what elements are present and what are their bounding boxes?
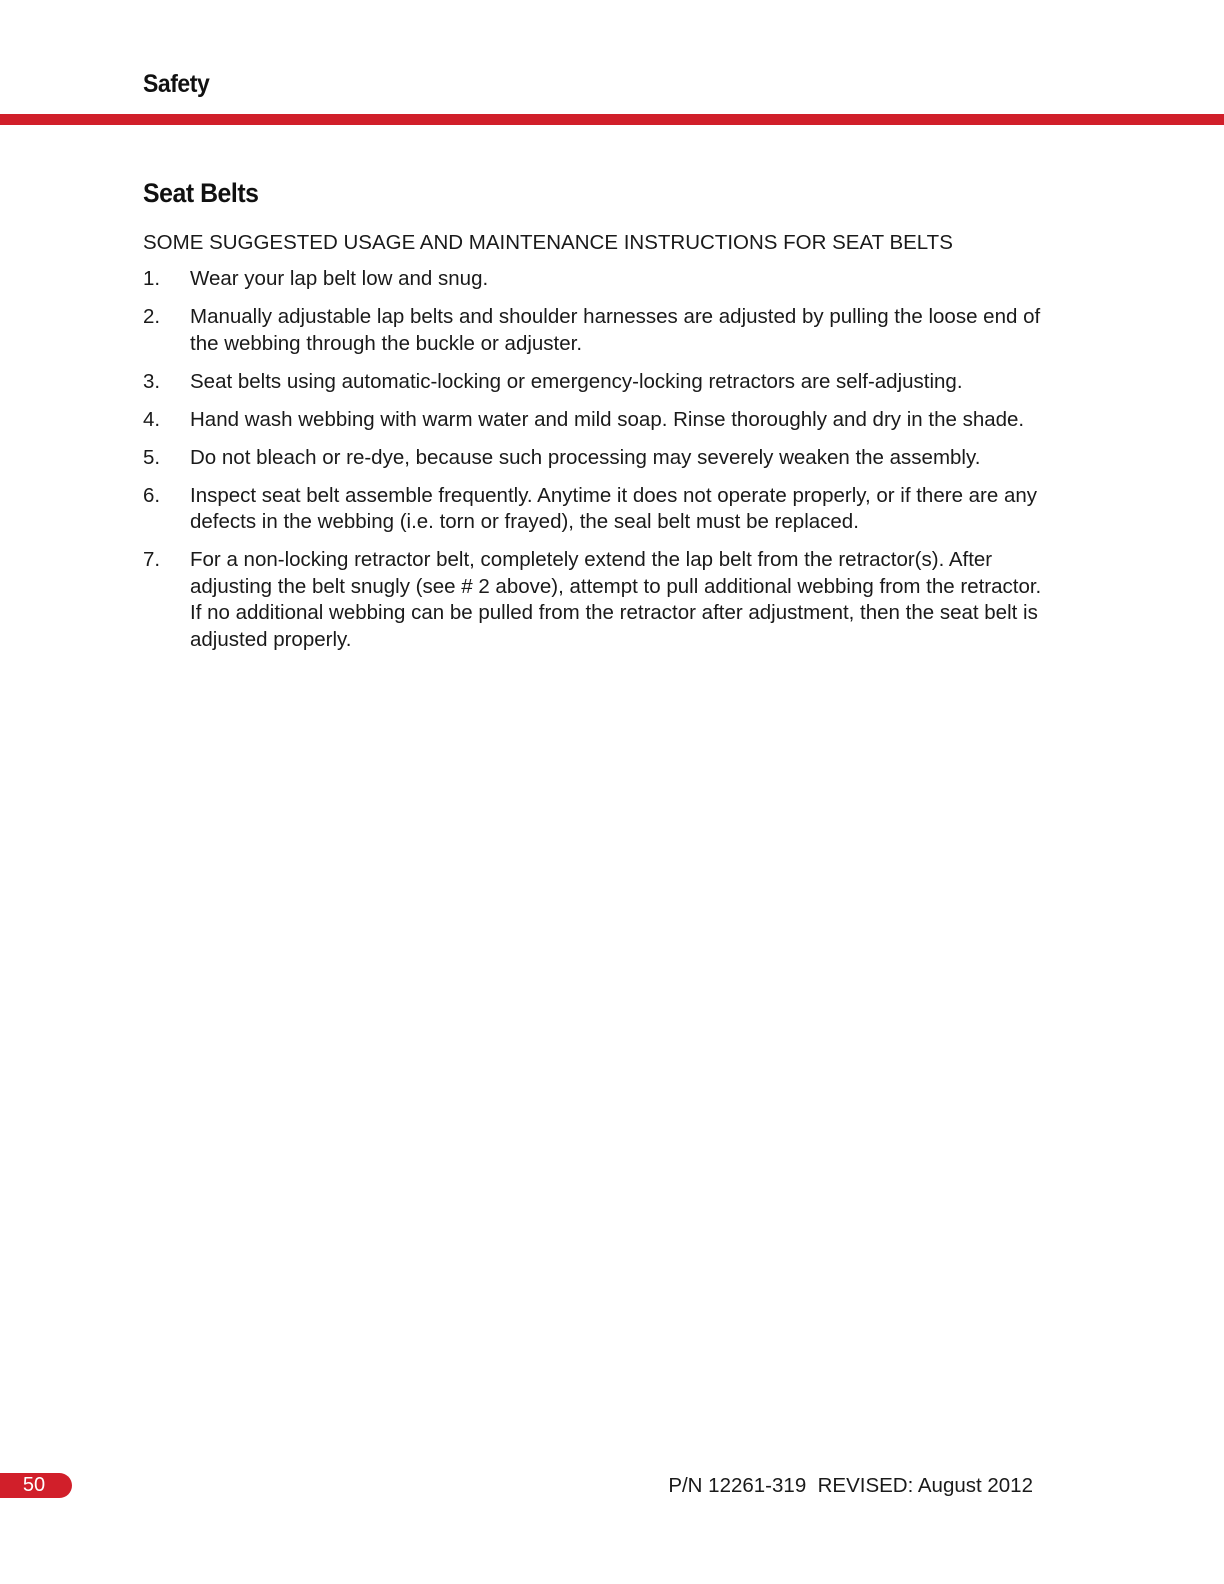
document-reference: P/N 12261-319 REVISED: August 2012 <box>668 1474 1033 1497</box>
item-text: Wear your lap belt low and snug. <box>190 267 489 290</box>
item-text: For a non-locking retractor belt, completely extend the lap belt from the retractor(s). After adjusting the belt snugly (see # 2 above), attempt to pull additional webbing from the retractor. If no additional webbing can be pulled from the retractor after adjustment, then the seat belt is adjusted properly. <box>190 548 1042 651</box>
list-item <box>143 407 1043 434</box>
item-number: 2. <box>143 305 161 328</box>
header-rule <box>0 114 1224 125</box>
item-number: 7. <box>143 548 161 571</box>
item-text: Hand wash webbing with warm water and mild soap. Rinse thoroughly and dry in the shade. <box>190 407 1025 431</box>
section-header: Safety <box>143 70 210 98</box>
item-text: Do not bleach or re-dye, because such processing may severely weaken the assembly. <box>190 445 981 469</box>
item-number: 6. <box>143 483 161 507</box>
page-number-badge: 50 <box>0 1473 72 1498</box>
page-title: Seat Belts <box>143 178 259 208</box>
item-text: Seat belts using automatic-locking or emergency-locking retractors are self-adjusting. <box>190 369 963 393</box>
list-item <box>143 369 1043 396</box>
item-number: 4. <box>143 407 161 431</box>
list-item <box>143 266 1043 293</box>
item-text: Inspect seat belt assemble frequently. Anytime it does not operate properly, or if there are any defects in the webbing (i.e. torn or frayed), the seal belt must be replaced. <box>190 483 1038 533</box>
list-item <box>143 445 1043 472</box>
item-number: 5. <box>143 445 161 469</box>
item-number: 3. <box>143 369 161 393</box>
item-text: Manually adjustable lap belts and shoulder harnesses are adjusted by pulling the loose end of the webbing through the buckle or adjuster. <box>190 305 1041 355</box>
list-item <box>143 483 1043 536</box>
item-number: 1. <box>143 267 161 290</box>
list-item <box>143 547 1043 653</box>
instruction-list <box>143 266 1043 665</box>
intro-text: SOME SUGGESTED USAGE AND MAINTENANCE INSTRUCTIONS FOR SEAT BELTS <box>143 231 953 254</box>
list-item <box>143 304 1043 357</box>
